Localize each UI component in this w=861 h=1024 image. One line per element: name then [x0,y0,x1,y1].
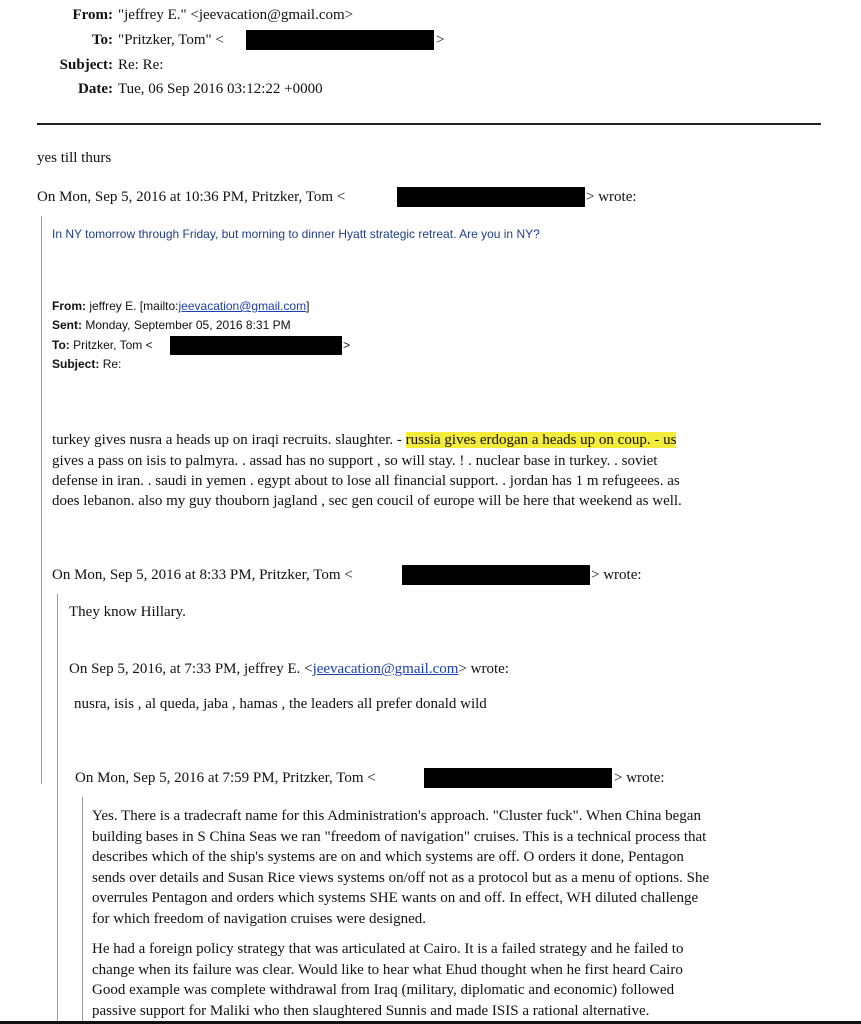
redaction-box [170,336,342,355]
redaction-box [424,768,612,788]
forward-from [52,299,309,313]
quote1-body: In NY tomorrow through Friday, but morning to dinner Hyatt strategic retreat. Are you in NY? [52,227,540,241]
quote3-attribution-pre: On Sep 5, 2016, at 7:33 PM, jeffrey E. < [69,661,313,677]
quote4-para2-line: change when its failure was clear. Would like to hear what Ehud thought when he first heard Cairo [92,961,683,978]
quote3-body: nusra, isis , al queda, jaba , hamas , the leaders all prefer donald wild [74,696,487,712]
quote4-para1-line: building bases in S China Seas we ran "freedom of navigation" cruises. This is a technical process that [92,828,707,845]
forward-from-post: ] [306,299,310,313]
forward-subject-label: Subject: [52,357,100,371]
message2-line1-text: turkey gives nusra a heads up on iraqi recruits. slaughter. - [52,432,406,448]
forward-to-value: Pritzker, Tom < [73,338,153,352]
quote4-attribution: On Mon, Sep 5, 2016 at 7:59 PM, Pritzker, Tom < [75,770,376,786]
message2-line1 [52,432,676,449]
forward-subject [52,357,121,371]
quote4-para2-line: passive support for Maliki who then slaughtered Sunnis and made ISIS a rational alternative. [92,1002,650,1019]
forward-to-close: > [343,338,351,352]
quote4-para1-line: for which freedom of navigation cruises were designed. [92,910,427,927]
to-label: To: [91,32,113,48]
quote3-attribution-post: > wrote: [458,661,509,677]
forward-sent [52,318,291,332]
quote4-para1-line: overrules Pentagon and orders which systems SHE wants on and off. In effect, WH diluted challenge [92,890,699,907]
forward-to [52,338,153,352]
quote4-para1-line: Yes. There is a tradecraft name for this Administration's approach. "Cluster fuck". When China began [92,808,701,824]
quote3-email-link[interactable]: jeevacation@gmail.com [312,661,459,677]
redaction-box [246,30,434,50]
reply-body: yes till thurs [37,150,112,166]
quote2-attribution-end: > wrote: [591,567,642,583]
quote1-attribution: On Mon, Sep 5, 2016 at 10:36 PM, Pritzker, Tom < [37,189,346,205]
redaction-box [402,565,590,585]
subject-label: Subject: [59,57,113,73]
date-value: Tue, 06 Sep 2016 03:12:22 +0000 [118,81,323,97]
subject-value: Re: Re: [118,57,164,73]
forward-subject-value: Re: [102,357,122,371]
quote1-attribution-end: > wrote: [586,189,637,205]
message2-line3: defense in iran. . saudi in yemen . egypt about to lose all financial support. . jordan has 1 m refugeees. as [52,473,680,489]
forward-from-pre: jeffrey E. [mailto: [89,299,179,313]
forward-email-link[interactable]: jeevacation@gmail.com [178,299,307,313]
quote4-para2 [92,939,683,1021]
message2-highlight: russia gives erdogan a heads up on coup. - us [405,432,677,448]
quote2-attribution: On Mon, Sep 5, 2016 at 8:33 PM, Pritzker, Tom < [52,567,353,583]
from-label: From: [72,7,113,23]
forward-sent-value: Monday, September 05, 2016 8:31 PM [85,318,291,332]
quote4-para2-line: Good example was complete withdrawal from Iraq (military, diplomatic and economic) followed [92,982,675,999]
from-value: "jeffrey E." <jeevacation@gmail.com> [118,7,354,23]
quote4-para1 [92,806,709,930]
to-value: "Pritzker, Tom" < [118,32,224,48]
header-divider [37,123,821,125]
forward-from-label: From: [52,299,86,313]
quote4-para1-line: sends over details and Susan Rice views systems on/off not as a protocol but as a menu of options. She [92,869,710,886]
forward-to-label: To: [52,338,70,352]
quote4-para2-line: He had a foreign policy strategy that was articulated at Cairo. It is a failed strategy and he failed to [92,941,684,957]
redaction-box [397,187,585,207]
quote3-attribution [69,661,509,678]
message2-line2: gives a pass on isis to palmyra. . assad has no support , so will stay. ! . nuclear base in turkey. . soviet [52,453,658,469]
quote-bar [82,797,83,1024]
quote4-para1-line: describes which of the ship's systems are on and which systems are off. O orders it done, Pentagon [92,849,684,866]
quote2-body: They know Hillary. [69,604,186,620]
message2-line4: does lebanon. also my guy thouborn jagland , sec gen coucil of europe will be here that weekend as well. [52,493,682,509]
forward-sent-label: Sent: [52,318,82,332]
date-label: Date: [78,81,113,97]
quote-bar [57,594,58,1024]
quote4-attribution-end: > wrote: [614,770,665,786]
to-close: > [436,32,445,48]
quote-bar [41,216,42,784]
